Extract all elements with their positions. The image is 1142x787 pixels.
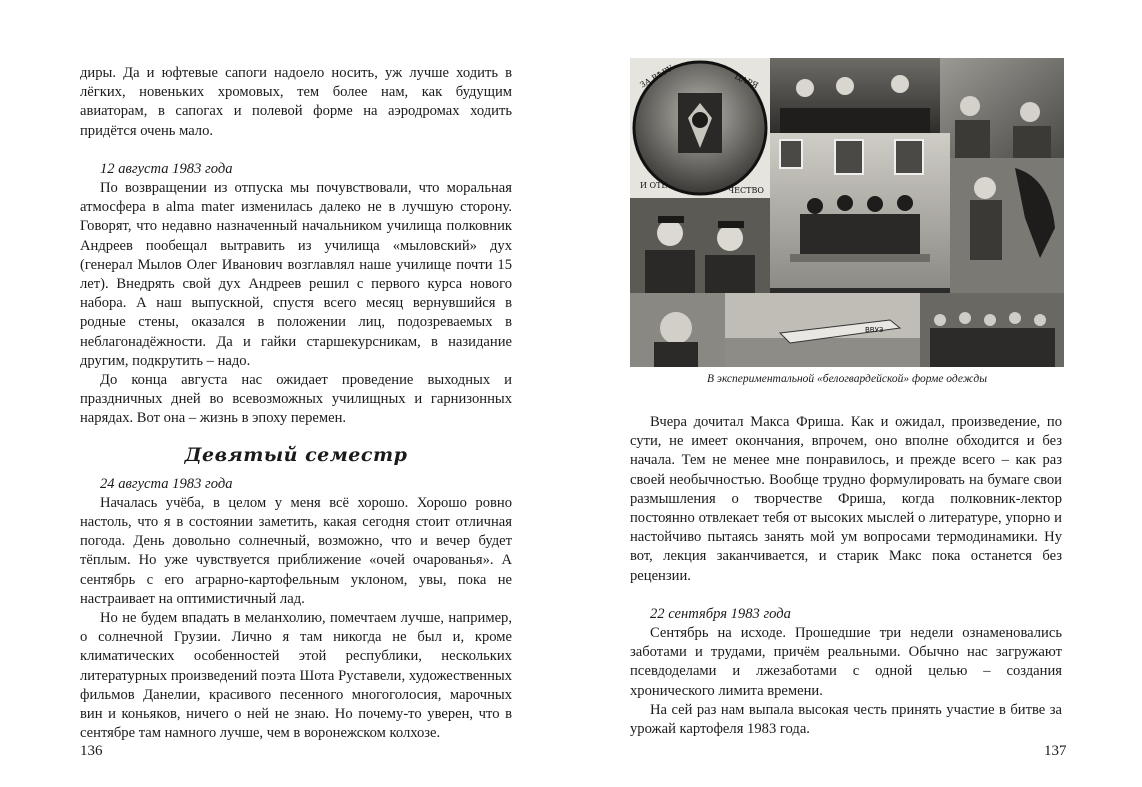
paragraph: До конца августа нас ожидает проведение выходных и праздничных дней во всевозможных училищных и гарнизонных нарядах. Вот она – жизнь в эпоху перемен. bbox=[80, 372, 512, 427]
left-page-text bbox=[80, 64, 512, 744]
right-page bbox=[571, 0, 1142, 787]
plane-text: ВВУЗ bbox=[865, 326, 884, 334]
page-number: 136 bbox=[80, 743, 103, 759]
paragraph: Но не будем впадать в меланхолию, помечтаем лучше, например, о солнечной Грузии. Лично я там никогда не был и, кроме климатических особенностей этой республики, нескольких литературных произведений поэта Шота Руставели, художественных фильмов Данелии, красивого песенного многоголосия, марочных вин и коньяков, ничего о ней не знаю. Но почему-то уверен, что в сентябре там намного лучше, чем в воронежском колхозе. bbox=[80, 610, 512, 742]
paragraph: Началась учёба, в целом у меня всё хорошо. Хорошо ровно настоль, что я в состоянии заметить, какая сегодня стоит отличная погода. День довольно солнечный, возможно, что и вечер будет тёплым. Но уже чувствуется приближение «очей очарованья». А сентябрь с его аграрно-картофельным уклоном, увы, пока не настраивает на оптимистичный лад. bbox=[80, 494, 512, 607]
emblem-text: ЦАРЯ bbox=[733, 71, 760, 91]
emblem-text: ЧЕСТВО bbox=[728, 186, 764, 195]
left-intro-paragraph: диры. Да и юфтевые сапоги надоело носить, уж лучше ходить в лёгких, новеньких хромовых, тем более нам, как будущим авиаторам, в сапогах и полевой форме на аэродромах ходить придётся очень мало. bbox=[80, 65, 512, 139]
photo-caption: В экспериментальной «белогвардейской» форме одежды bbox=[707, 373, 987, 385]
right-page-text bbox=[630, 413, 1062, 739]
entry-date: 24 августа 1983 года bbox=[100, 475, 233, 492]
photo-collage bbox=[630, 58, 1064, 367]
emblem-text: И ОТЕ bbox=[640, 181, 668, 190]
entry-date: 12 августа 1983 года bbox=[100, 160, 233, 177]
right-intro-paragraph: Вчера дочитал Макса Фриша. Как и ожидал, произведение, по сути, не имеет окончания, впрочем, оно вполне обходится и без начала. Тем не менее мне понравилось, и прежде всего – как раз своей необычностью. Вообще трудно формулировать на бумаге свои размышления о творчестве Фриша, когда полковник-лектор постоянно отвлекает тебя от высоких мыслей о литературе, упорно и настойчиво пытаясь занять мой ум вопросами термодинамики. Ну вот, лекция заканчивается, и старик Макс пока останется без рецензии. bbox=[630, 414, 1062, 584]
section-title: Девятый семестр bbox=[184, 443, 408, 466]
page-number: 137 bbox=[1044, 743, 1067, 759]
entry-date: 22 сентября 1983 года bbox=[650, 605, 791, 622]
emblem-text: ЗА ВѢРУ bbox=[638, 63, 675, 90]
paragraph: На сей раз нам выпала высокая честь принять участие в битве за урожай картофеля 1983 года. bbox=[630, 701, 1062, 738]
paragraph: По возвращении из отпуска мы почувствовали, что моральная атмосфера в alma mater изменилась далеко не в лучшую сторону. Говорят, что недавно назначенный начальником училища полковник Андреев пообещал вытравить из училища «мыловский» дух (генерал Мылов Олег Иванович возглавлял наше училище почти 15 лет). Внедрять свой дух Андреев решил с первого курса нового набора. А наш выпускной, спустя всего месяц вернувшийся в родные стены, оказался в положении лиц, подозреваемых в неблагонадёжности. Да и гайки старшекурсникам, в назидание другим, подкрутить – надо. bbox=[80, 180, 512, 369]
paragraph: Сентябрь на исходе. Прошедшие три недели ознаменовались заботами и трудами, причём реальными. Обычно нас загружают псевдоделами и лжезаботами с одной целью – создания хронического лимита времени. bbox=[630, 625, 1062, 699]
collage-image bbox=[630, 58, 1064, 367]
